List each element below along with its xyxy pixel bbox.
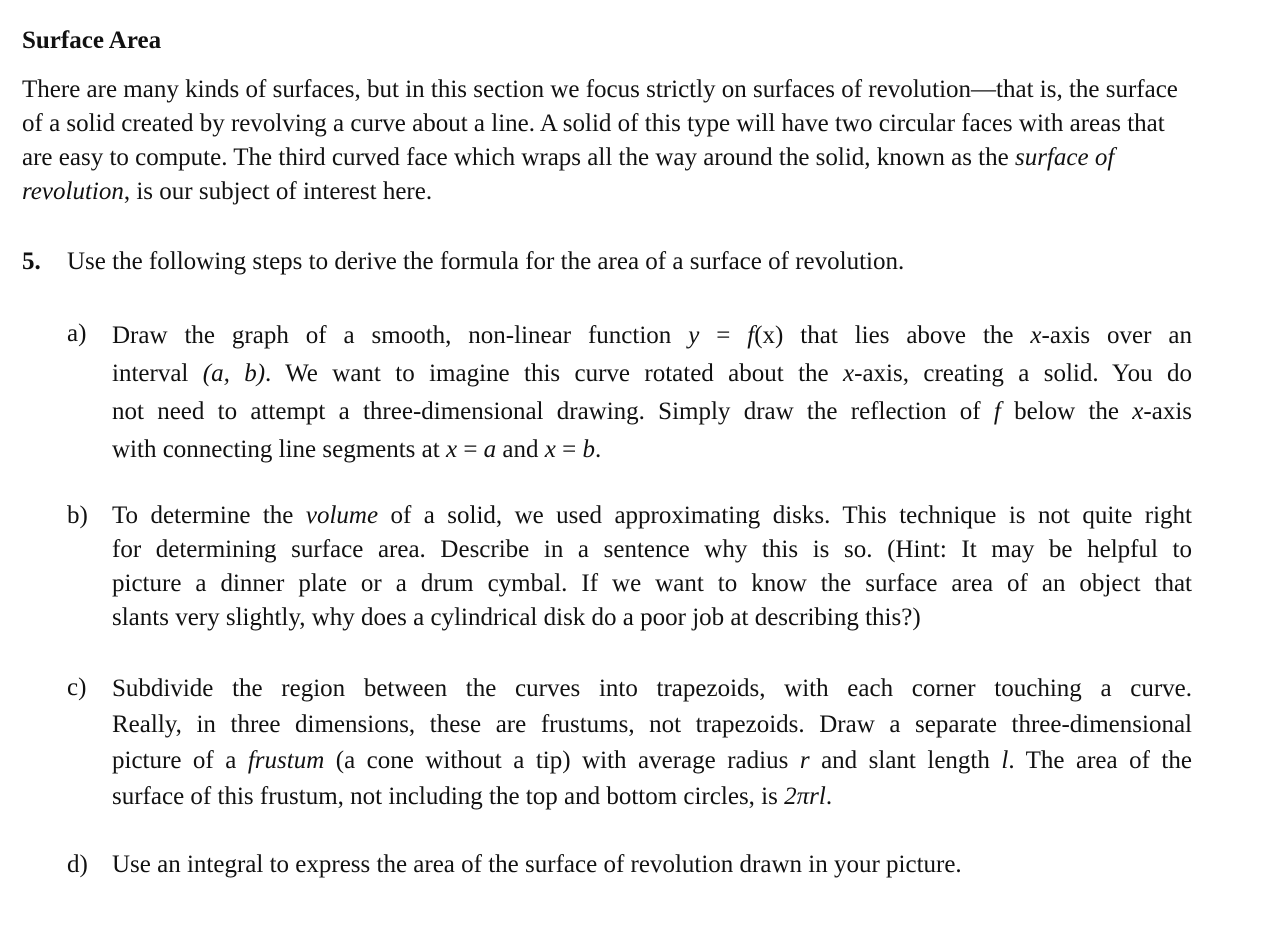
part-b-line-4: slants very slightly, why does a cylindrical disk do a poor job at describing this?) bbox=[112, 604, 921, 631]
part-c-line-2: Really, in three dimensions, these are frustums, not trapezoids. Draw a separate three-dimensional bbox=[112, 711, 1192, 738]
part-b-line-1: To determine the volume of a solid, we used approximating disks. This technique is not quite right bbox=[112, 502, 1192, 529]
part-c-line-4: surface of this frustum, not including the top and bottom circles, is 2πrl. bbox=[112, 783, 833, 810]
part-c-label: c) bbox=[67, 674, 87, 701]
intro-text-1: There are many kinds of surfaces, but in this section we focus strictly on surfaces of revolution—that is, the surface of a solid created by revolving a curve about a line. A solid of this type will have two circular faces with areas that are easy to compute. The third curved face which wraps all the way around the solid, known as the bbox=[22, 76, 1178, 171]
question-text: Use the following steps to derive the formula for the area of a surface of revolution. bbox=[67, 248, 905, 275]
part-d-body bbox=[112, 848, 1192, 882]
part-b-line-3: picture a dinner plate or a drum cymbal. If we want to know the surface area of an object that bbox=[112, 570, 1192, 597]
part-c-line-3: picture of a frustum (a cone without a tip) with average radius r and slant length l. The area of the bbox=[112, 747, 1192, 774]
part-a-label: a) bbox=[67, 320, 87, 347]
intro-emphasis: surface of revolution bbox=[22, 144, 1115, 205]
section-title: Surface Area bbox=[22, 27, 162, 54]
part-d-label: d) bbox=[67, 851, 88, 878]
intro-paragraph bbox=[22, 73, 1192, 209]
part-b-body bbox=[112, 499, 1192, 635]
part-a-line-3: not need to attempt a three-dimensional drawing. Simply draw the reflection of f below the x-axis bbox=[112, 398, 1193, 425]
part-d-line-1: Use an integral to express the area of the surface of revolution drawn in your picture. bbox=[112, 851, 962, 878]
part-a-line-4: with connecting line segments at x = a and x = b. bbox=[112, 436, 602, 463]
intro-text-2: , is our subject of interest here. bbox=[123, 178, 433, 205]
part-a-line-1: Draw the graph of a smooth, non-linear function y = f(x) that lies above the x-axis over an bbox=[112, 322, 1192, 349]
part-a-body bbox=[112, 317, 1192, 469]
part-b-label: b) bbox=[67, 502, 88, 529]
question-number: 5. bbox=[22, 248, 41, 275]
part-b-line-2: for determining surface area. Describe in a sentence why this is so. (Hint: It may be helpful to bbox=[112, 536, 1192, 563]
part-a-line-2: interval (a, b). We want to imagine this curve rotated about the x-axis, creating a solid. You do bbox=[112, 360, 1192, 387]
part-c-body bbox=[112, 671, 1192, 815]
part-c-line-1: Subdivide the region between the curves into trapezoids, with each corner touching a curve. bbox=[112, 675, 1192, 702]
